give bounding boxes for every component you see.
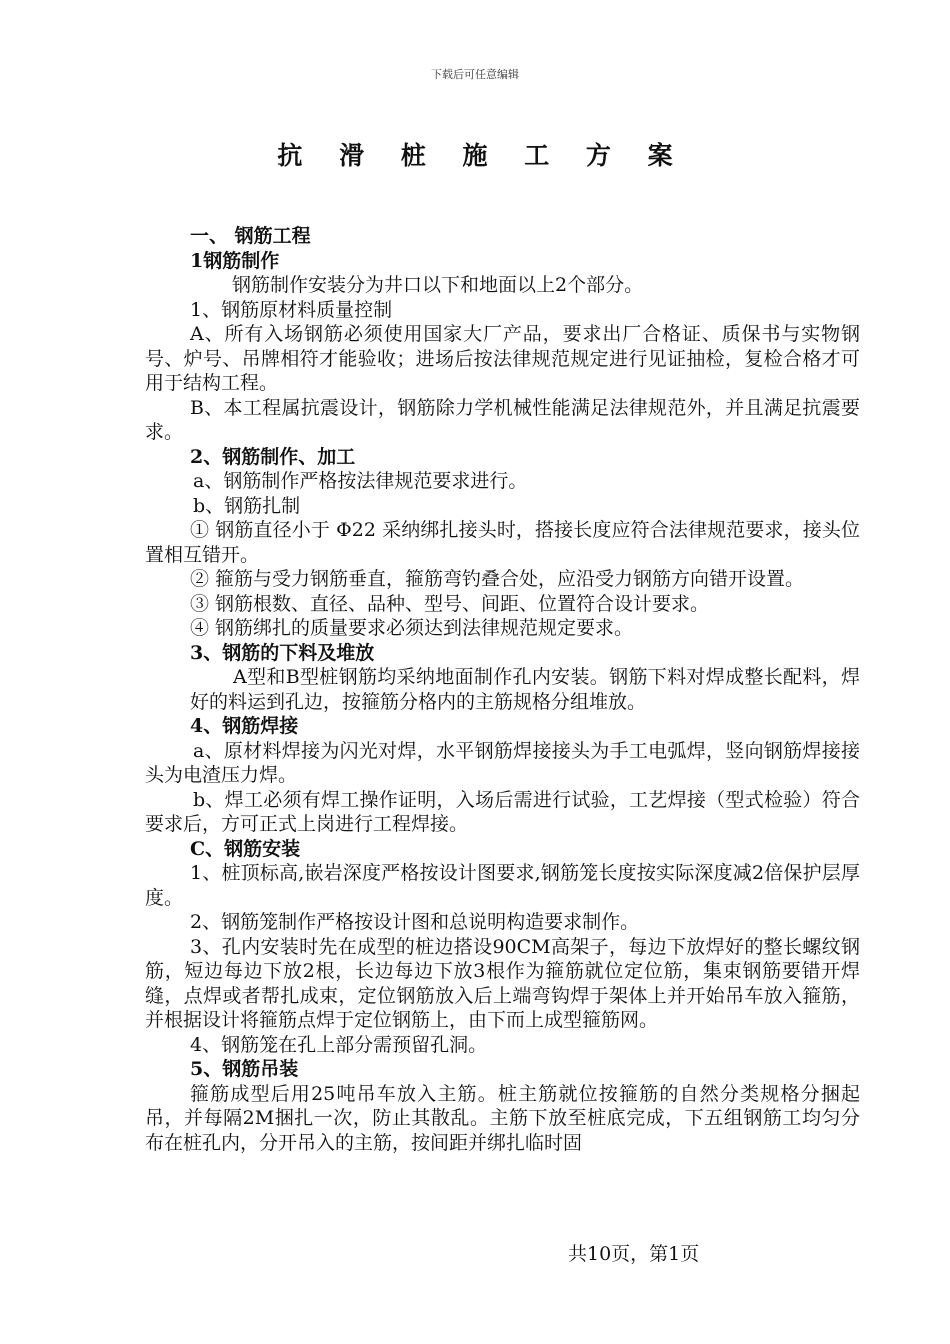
body-paragraph: ① 钢筋直径小于 Φ22 采纳绑扎接头时，搭接长度应符合法律规范要求，接头位置相互错开。: [145, 519, 860, 566]
item-heading: 4、钢筋焊接: [190, 715, 299, 737]
body-paragraph: ④ 钢筋绑扎的质量要求必须达到法律规范规定要求。: [190, 617, 634, 639]
item-heading: 3、钢筋的下料及堆放: [190, 641, 375, 664]
page-header-note: 下载后可任意编辑: [431, 68, 519, 81]
body-paragraph: 钢筋制作安装分为井口以下和地面以上2个部分。: [232, 274, 644, 296]
section-heading: 一、 钢筋工程: [190, 225, 311, 247]
body-paragraph: a、原材料焊接为闪光对焊，水平钢筋焊接接头为手工电弧焊，竖向钢筋焊接接头为电渣压力焊。: [145, 739, 860, 786]
body-paragraph: b、钢筋扎制: [193, 494, 301, 517]
body-paragraph: ② 箍筋与受力钢筋垂直，箍筋弯钓叠合处，应沿受力钢筋方向错开设置。: [190, 568, 805, 590]
body-paragraph: b、焊工必须有焊工操作证明，入场后需进行试验，工艺焊接（型式检验）符合要求后，方可正式上岗进行工程焊接。: [145, 788, 860, 835]
body-paragraph-text: A型和B型桩钢筋均采纳地面制作孔内安装。钢筋下料对焊成整长配料，焊好的料运到孔边，按箍筋分格内的主筋规格分组堆放。: [190, 666, 860, 713]
item-heading: 5、钢筋吊装: [190, 1058, 299, 1080]
body-paragraph: B、本工程属抗震设计，钢筋除力学机械性能满足法律规范外，并且满足抗震要求。: [145, 396, 860, 443]
body-paragraph: ③ 钢筋根数、直径、品种、型号、间距、位置符合设计要求。: [190, 592, 710, 615]
document-title: 抗 滑 桩 施 工 方 案: [277, 141, 687, 170]
body-paragraph: 3、孔内安装时先在成型的桩边搭设90CM高架子，每边下放焊好的整长螺纹钢筋，短边每边下放2根，长边每边下放3根作为箍筋就位定位筋，集束钢筋要错开焊缝，点焊或者帮扎成束，定位钢筋放入后上端弯钩焊于架体上并开始吊车放入箍筋，并根据设计将箍筋点焊于定位钢筋上，由下而上成型箍筋网。: [145, 935, 860, 1031]
item-heading: 1、钢筋原材料质量控制: [190, 298, 393, 321]
item-heading: 2、钢筋制作、加工: [190, 445, 356, 468]
body-paragraph: 4、钢筋笼在孔上部分需预留孔洞。: [190, 1033, 488, 1056]
item-heading: C、钢筋安装: [190, 837, 301, 860]
page-footer: 共10页，第1页: [568, 1243, 700, 1265]
body-paragraph: 2、钢筋笼制作严格按设计图和总说明构造要求制作。: [190, 911, 640, 933]
body-paragraph: A、所有入场钢筋必须使用国家大厂产品，要求出厂合格证、质保书与实物钢号、炉号、吊牌相符才能验收；进场后按法律规范规定进行见证抽检，复检合格才可用于结构工程。: [145, 323, 860, 394]
document-body: [145, 224, 860, 1155]
body-paragraph: 1、桩顶标高,嵌岩深度严格按设计图要求,钢筋笼长度按实际深度减2倍保护层厚度。: [145, 862, 860, 909]
body-paragraph: 箍筋成型后用25吨吊车放入主筋。桩主筋就位按箍筋的自然分类规格分捆起吊，并每隔2M捆扎一次，防止其散乱。主筋下放至桩底完成，下五组钢筋工均匀分布在桩孔内，分开吊入的主筋，按间距并绑扎临时固: [145, 1082, 860, 1154]
body-paragraph: a、钢筋制作严格按法律规范要求进行。: [193, 470, 528, 492]
subsection-heading: 1钢筋制作: [190, 249, 280, 272]
body-paragraph: [145, 665, 860, 714]
